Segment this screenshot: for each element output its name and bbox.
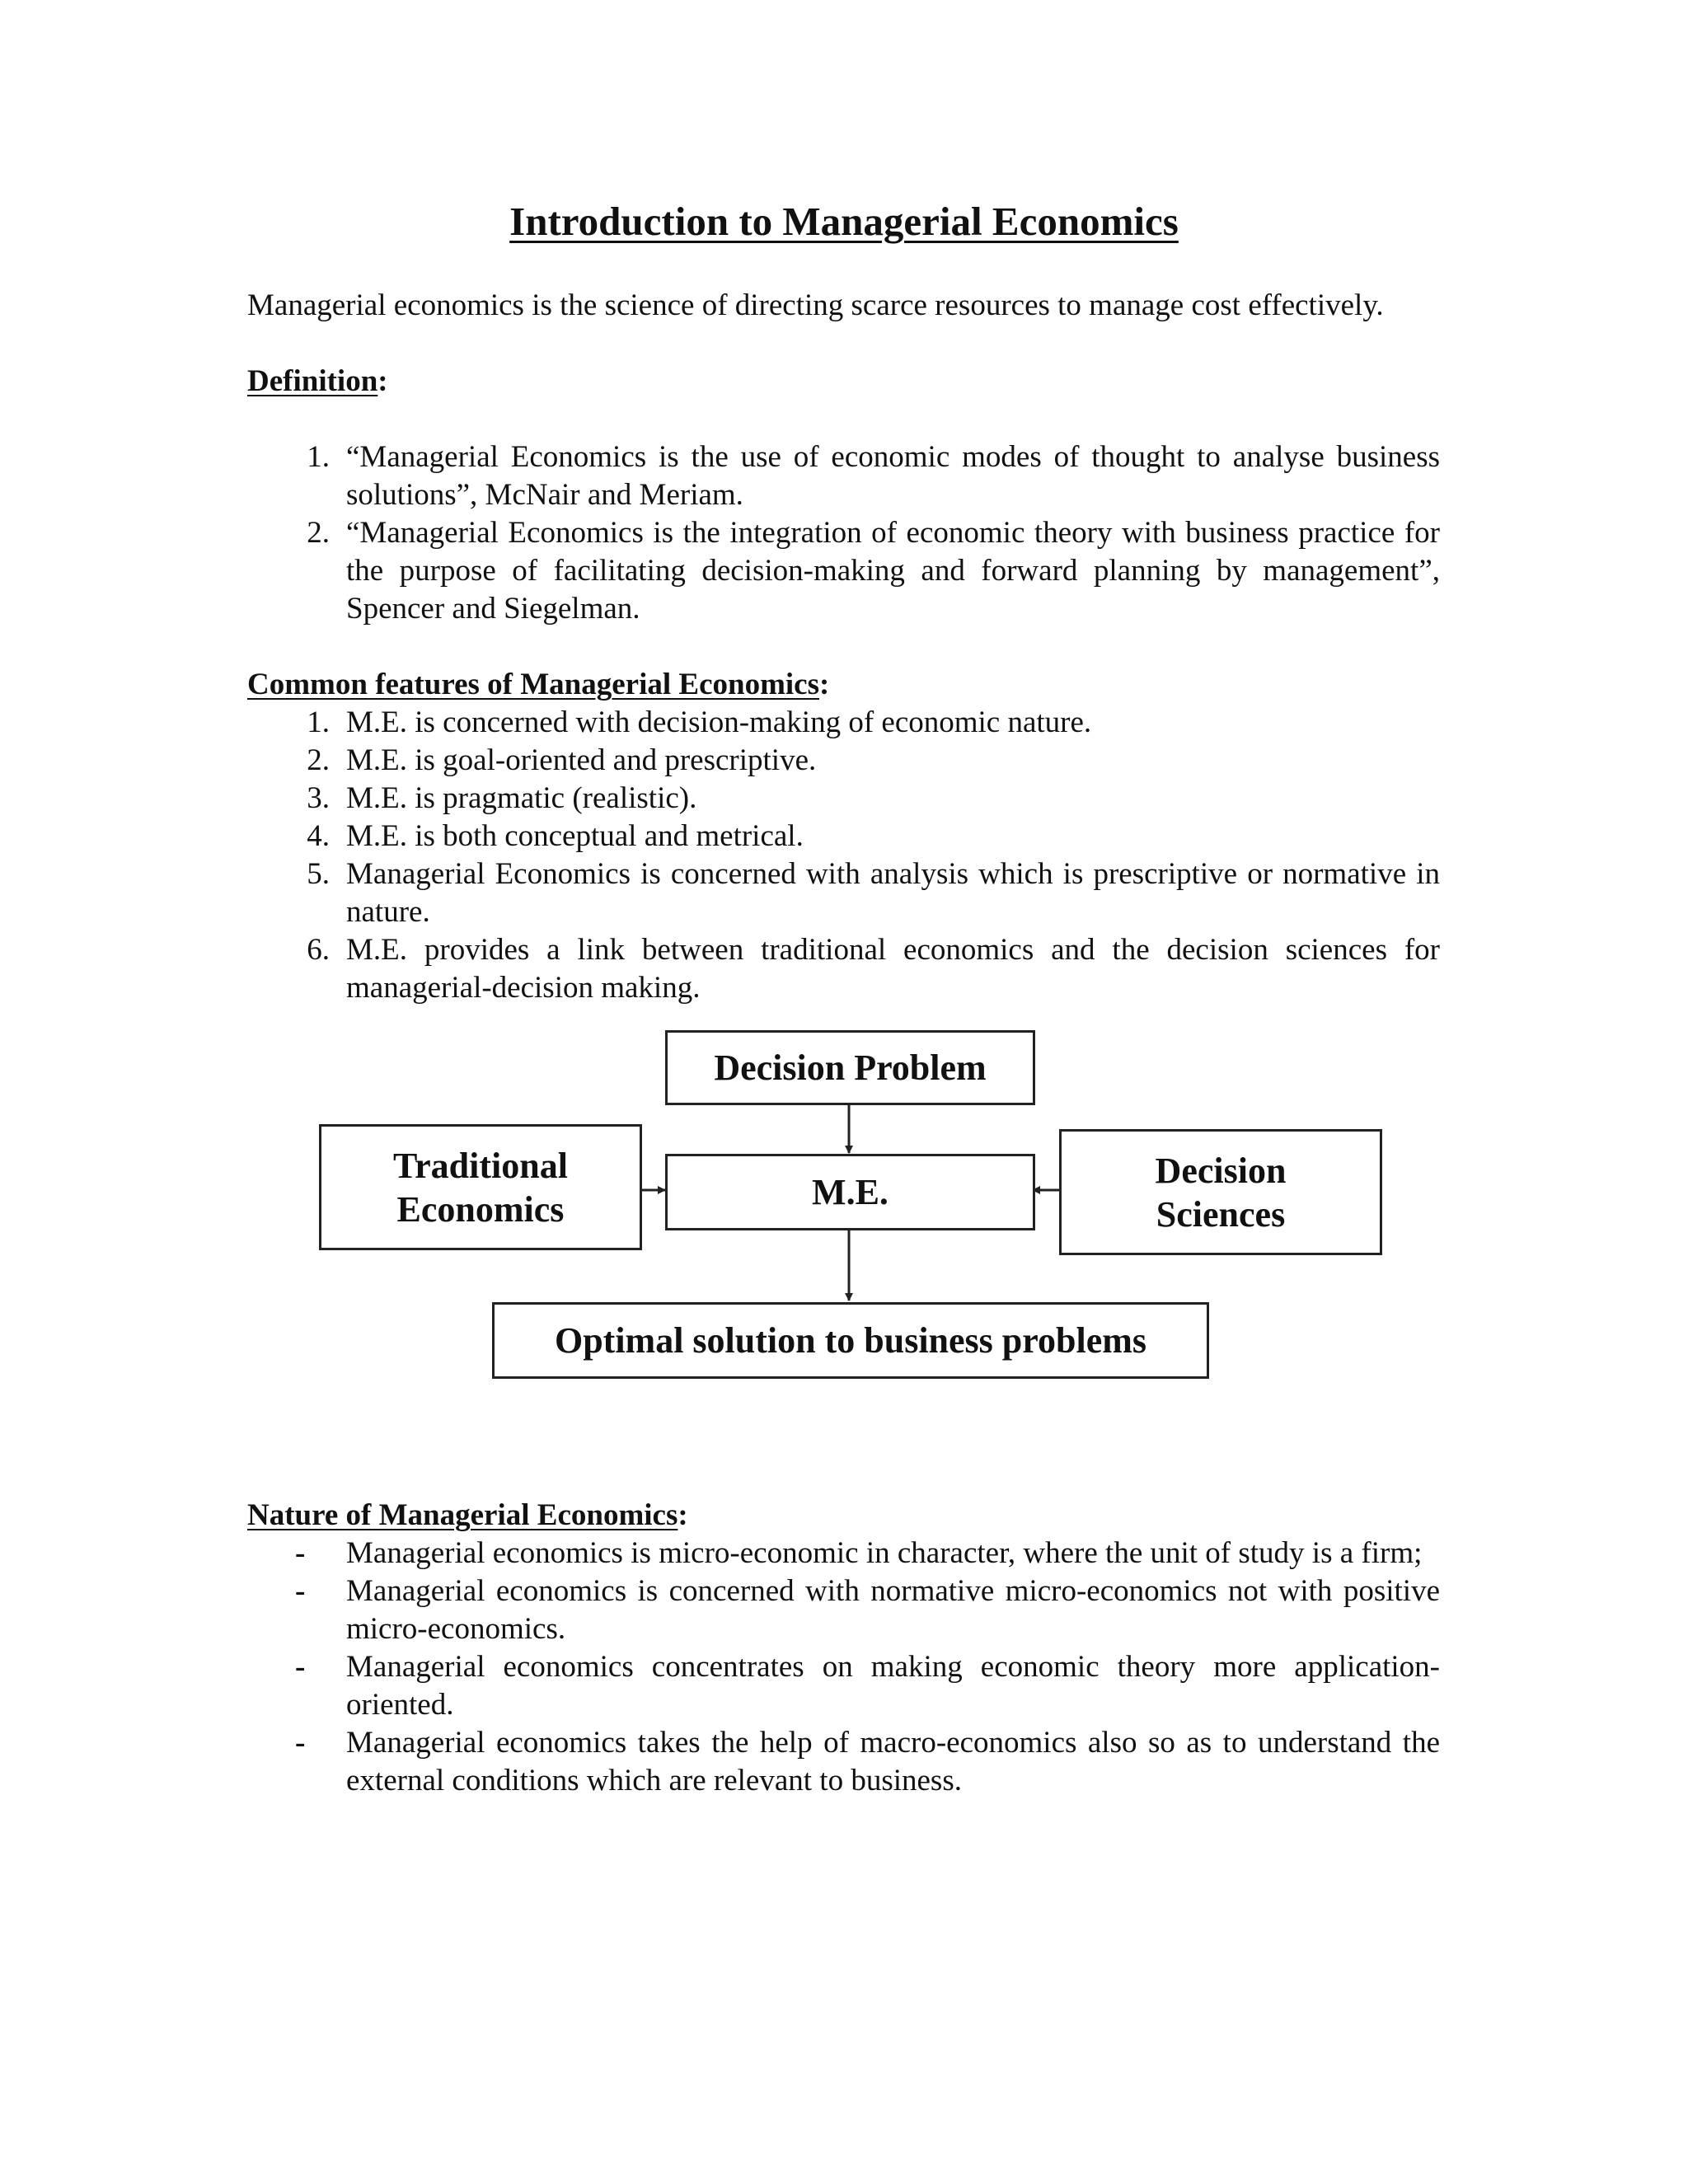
list-item: - Managerial economics takes the help of macro-economics also so as to understand the external conditions which are relevant to business. [295, 1726, 1440, 1797]
decision-problem-box: Decision Problem [665, 1030, 1035, 1105]
traditional-economics-box: Traditional Economics [319, 1124, 642, 1250]
intro-paragraph: Managerial economics is the science of directing scarce resources to manage cost effectively. [247, 288, 1384, 322]
definition-list [247, 438, 1440, 628]
list-item: 2. M.E. is goal-oriented and prescriptive. [307, 743, 817, 777]
list-item: 5. Managerial Economics is concerned with analysis which is prescriptive or normative in nature. [307, 857, 1440, 929]
me-box: M.E. [665, 1154, 1035, 1230]
decision-sciences-box: Decision Sciences [1059, 1129, 1382, 1255]
features-section [247, 666, 1440, 704]
list-item: 2. “Managerial Economics is the integration of economic theory with business practice for the purpose of facilitating decision-making and forward planning by management”, Spencer and Siegelman. [307, 516, 1440, 626]
page-title: Introduction to Managerial Economics [509, 199, 1179, 244]
list-item: 6. M.E. provides a link between traditional economics and the decision sciences for managerial-decision making. [307, 933, 1440, 1005]
features-list [247, 704, 1440, 1007]
features-heading: Common features of Managerial Economics: [247, 668, 830, 701]
nature-section [247, 1497, 1440, 1535]
list-item: - Managerial economics is concerned with normative micro-economics not with positive micro-economics. [295, 1574, 1440, 1646]
nature-list [247, 1535, 1440, 1800]
optimal-solution-box: Optimal solution to business problems [492, 1302, 1209, 1379]
definition-heading: Definition: [247, 364, 388, 398]
list-item: 1. “Managerial Economics is the use of economic modes of thought to analyse business solutions”, McNair and Meriam. [307, 440, 1440, 512]
definition-section [247, 363, 1440, 401]
list-item: - Managerial economics is micro-economic in character, where the unit of study is a firm; [295, 1536, 1423, 1570]
list-item: 4. M.E. is both conceptual and metrical. [307, 819, 804, 853]
list-item: 3. M.E. is pragmatic (realistic). [307, 781, 697, 815]
nature-heading: Nature of Managerial Economics: [247, 1498, 688, 1532]
list-item: 1. M.E. is concerned with decision-making of economic nature. [307, 705, 1092, 739]
list-item: - Managerial economics concentrates on making economic theory more application-oriented. [295, 1650, 1440, 1722]
